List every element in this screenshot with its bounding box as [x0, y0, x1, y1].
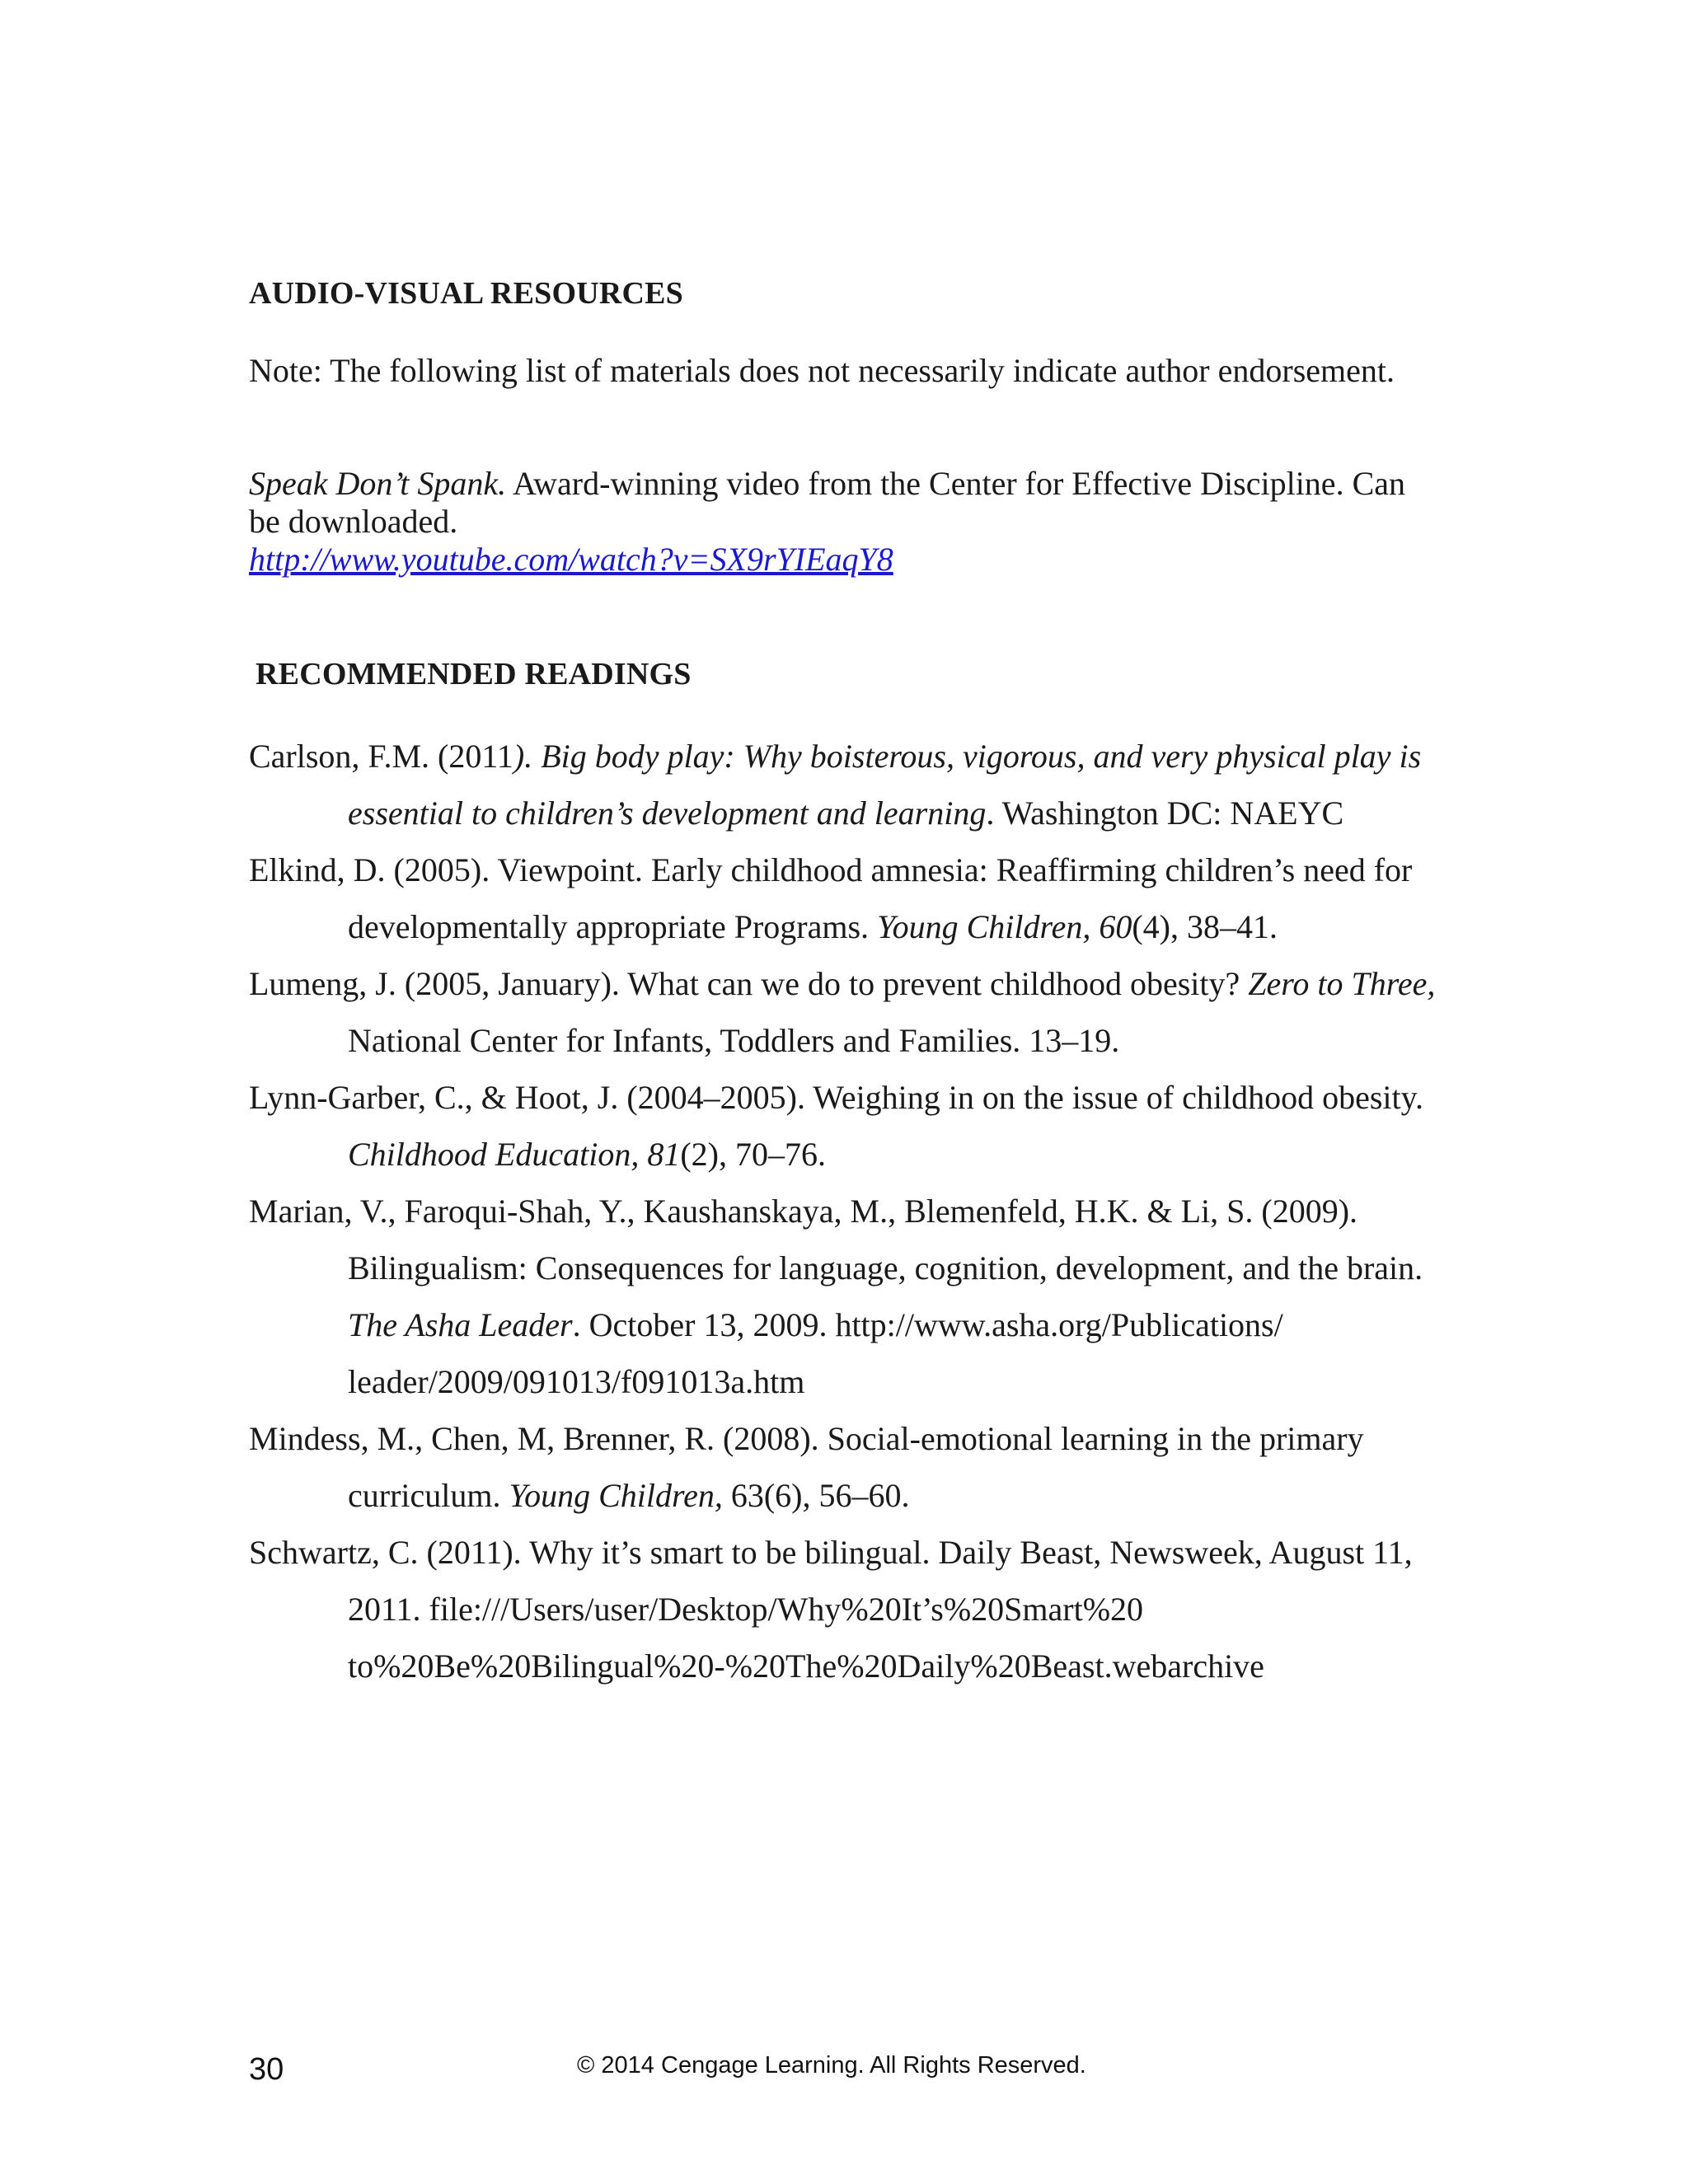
reading-entry: Lumeng, J. (2005, January). What can we do to prevent childhood obesity? Zero to Three, National Center for Infants, Toddlers and Families. 13–19.	[249, 965, 1436, 1059]
readings-list	[249, 728, 1469, 1694]
reading-entry: Schwartz, C. (2011). Why it’s smart to be bilingual. Daily Beast, Newsweek, August 11, 2011. file:///Users/user/Desktop/Why%20It’s%20Smart%20 to%20Be%20Bilingual%20-%20The%20Daily%20Beast.webarchive	[249, 1534, 1413, 1685]
reading-entry: Mindess, M., Chen, M, Brenner, R. (2008). Social-emotional learning in the primary curriculum. Young Children, 63(6), 56–60.	[249, 1420, 1364, 1514]
resource-link[interactable]: http://www.youtube.com/watch?v=SX9rYIEaqY8	[249, 541, 893, 578]
recommended-readings-heading: RECOMMENDED READINGS	[256, 657, 692, 691]
reading-entry: Elkind, D. (2005). Viewpoint. Early childhood amnesia: Reaffirming children’s need for developmentally appropriate Programs. Young Children, 60(4), 38–41.	[249, 851, 1413, 945]
endorsement-note: Note: The following list of materials does not necessarily indicate author endorsement.	[249, 352, 1395, 389]
resource-title: Speak Don’t Spank.	[249, 465, 507, 502]
page-number: 30	[249, 2052, 284, 2087]
reading-entry: Lynn-Garber, C., & Hoot, J. (2004–2005). Weighing in on the issue of childhood obesity. Childhood Education, 81(2), 70–76.	[249, 1079, 1424, 1173]
reading-entry: Carlson, F.M. (2011). Big body play: Why boisterous, vigorous, and very physical play is essential to children’s development and learning. Washington DC: NAEYC	[249, 738, 1422, 832]
resource-description: Award-winning video from the Center for Effective Discipline. Can be downloaded.	[249, 465, 1405, 540]
reading-entry: Marian, V., Faroqui-Shah, Y., Kaushanskaya, M., Blemenfeld, H.K. & Li, S. (2009). Bilingualism: Consequences for language, cognition, development, and the brain. The Asha Leader. October 13, 2009. http://www.asha.org/Publications/ leader/2009/091013/f091013a.htm	[249, 1193, 1423, 1400]
av-resource-entry	[249, 465, 1444, 579]
audio-visual-heading: AUDIO-VISUAL RESOURCES	[249, 276, 684, 311]
copyright-notice: © 2014 Cengage Learning. All Rights Reserved.	[577, 2052, 1086, 2079]
